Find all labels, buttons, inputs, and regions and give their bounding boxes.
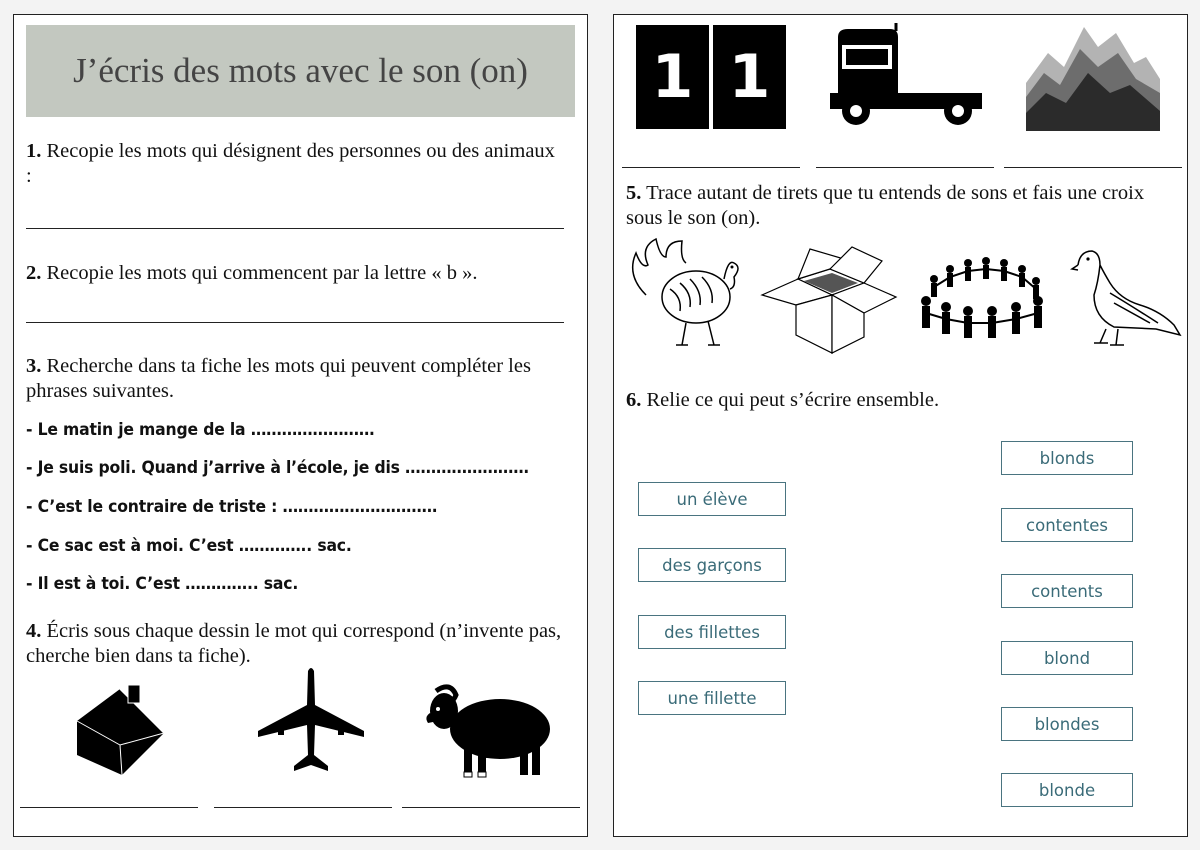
fill-in-phrase: - Je suis poli. Quand j’arrive à l’école, je dis ……………………	[26, 458, 529, 478]
airplane-icon	[252, 665, 370, 775]
question-number: 1.	[26, 140, 42, 162]
house-icon	[72, 683, 172, 779]
fill-in-phrase: - C’est le contraire de triste : …………………………	[26, 497, 438, 517]
mountains-icon	[1026, 23, 1160, 133]
right-worksheet-page	[613, 14, 1188, 837]
question-2	[26, 261, 571, 286]
word-box-left[interactable]: des garçons	[638, 548, 786, 582]
question-number: 6.	[626, 389, 642, 411]
pigeon-icon	[1070, 243, 1182, 351]
digit-card: 1	[636, 25, 709, 129]
number-eleven-icon	[636, 25, 786, 129]
question-number: 2.	[26, 262, 42, 284]
word-box-left[interactable]: une fillette	[638, 681, 786, 715]
answer-line-mountains[interactable]	[1004, 167, 1182, 168]
word-box-left[interactable]: des fillettes	[638, 615, 786, 649]
box-icon	[760, 243, 900, 359]
answer-line-airplane[interactable]	[214, 807, 392, 808]
fill-in-phrase: - Il est à toi. C’est ………….. sac.	[26, 574, 299, 594]
word-box-right[interactable]: blonds	[1001, 441, 1133, 475]
question-1	[26, 139, 556, 189]
answer-line-eleven[interactable]	[622, 167, 800, 168]
fill-in-phrase: - Le matin je mange de la ……………………	[26, 420, 375, 440]
word-box-right[interactable]: blond	[1001, 641, 1133, 675]
answer-line-2[interactable]	[26, 322, 564, 323]
question-text: Relie ce qui peut s’écrire ensemble.	[641, 389, 940, 411]
question-4	[26, 619, 571, 669]
question-text: Recherche dans ta fiche les mots qui peuvent compléter les phrases suivantes.	[26, 355, 531, 402]
question-text: Recopie les mots qui commencent par la lettre « b ».	[41, 262, 478, 284]
word-box-right[interactable]: blondes	[1001, 707, 1133, 741]
left-worksheet-page	[13, 14, 588, 837]
answer-line-truck[interactable]	[816, 167, 994, 168]
round-dance-icon	[916, 251, 1052, 341]
truck-icon	[826, 23, 986, 131]
word-box-right[interactable]: contentes	[1001, 508, 1133, 542]
question-text: Recopie les mots qui désignent des personnes ou des animaux :	[26, 140, 555, 187]
fill-in-phrase: - Ce sac est à moi. C’est ………….. sac.	[26, 536, 352, 556]
word-box-right[interactable]: contents	[1001, 574, 1133, 608]
digit-card: 1	[713, 25, 786, 129]
answer-line-1[interactable]	[26, 228, 564, 229]
question-3	[26, 354, 571, 404]
word-box-left[interactable]: un élève	[638, 482, 786, 516]
answer-line-sheep[interactable]	[402, 807, 580, 808]
question-number: 3.	[26, 355, 42, 377]
question-number: 4.	[26, 620, 42, 642]
question-number: 5.	[626, 182, 642, 204]
question-text: Trace autant de tirets que tu entends de sons et fais une croix sous le son (on).	[626, 182, 1145, 229]
title-banner	[26, 25, 575, 117]
question-6	[626, 388, 1176, 413]
question-5	[626, 181, 1176, 231]
word-box-right[interactable]: blonde	[1001, 773, 1133, 807]
page-title: J’écris des mots avec le son (on)	[73, 51, 528, 90]
question-text: Écris sous chaque dessin le mot qui correspond (n’invente pas, cherche bien dans ta fiche).	[26, 620, 562, 667]
answer-line-house[interactable]	[20, 807, 198, 808]
sheep-icon	[422, 677, 554, 781]
turkey-icon	[626, 235, 744, 351]
